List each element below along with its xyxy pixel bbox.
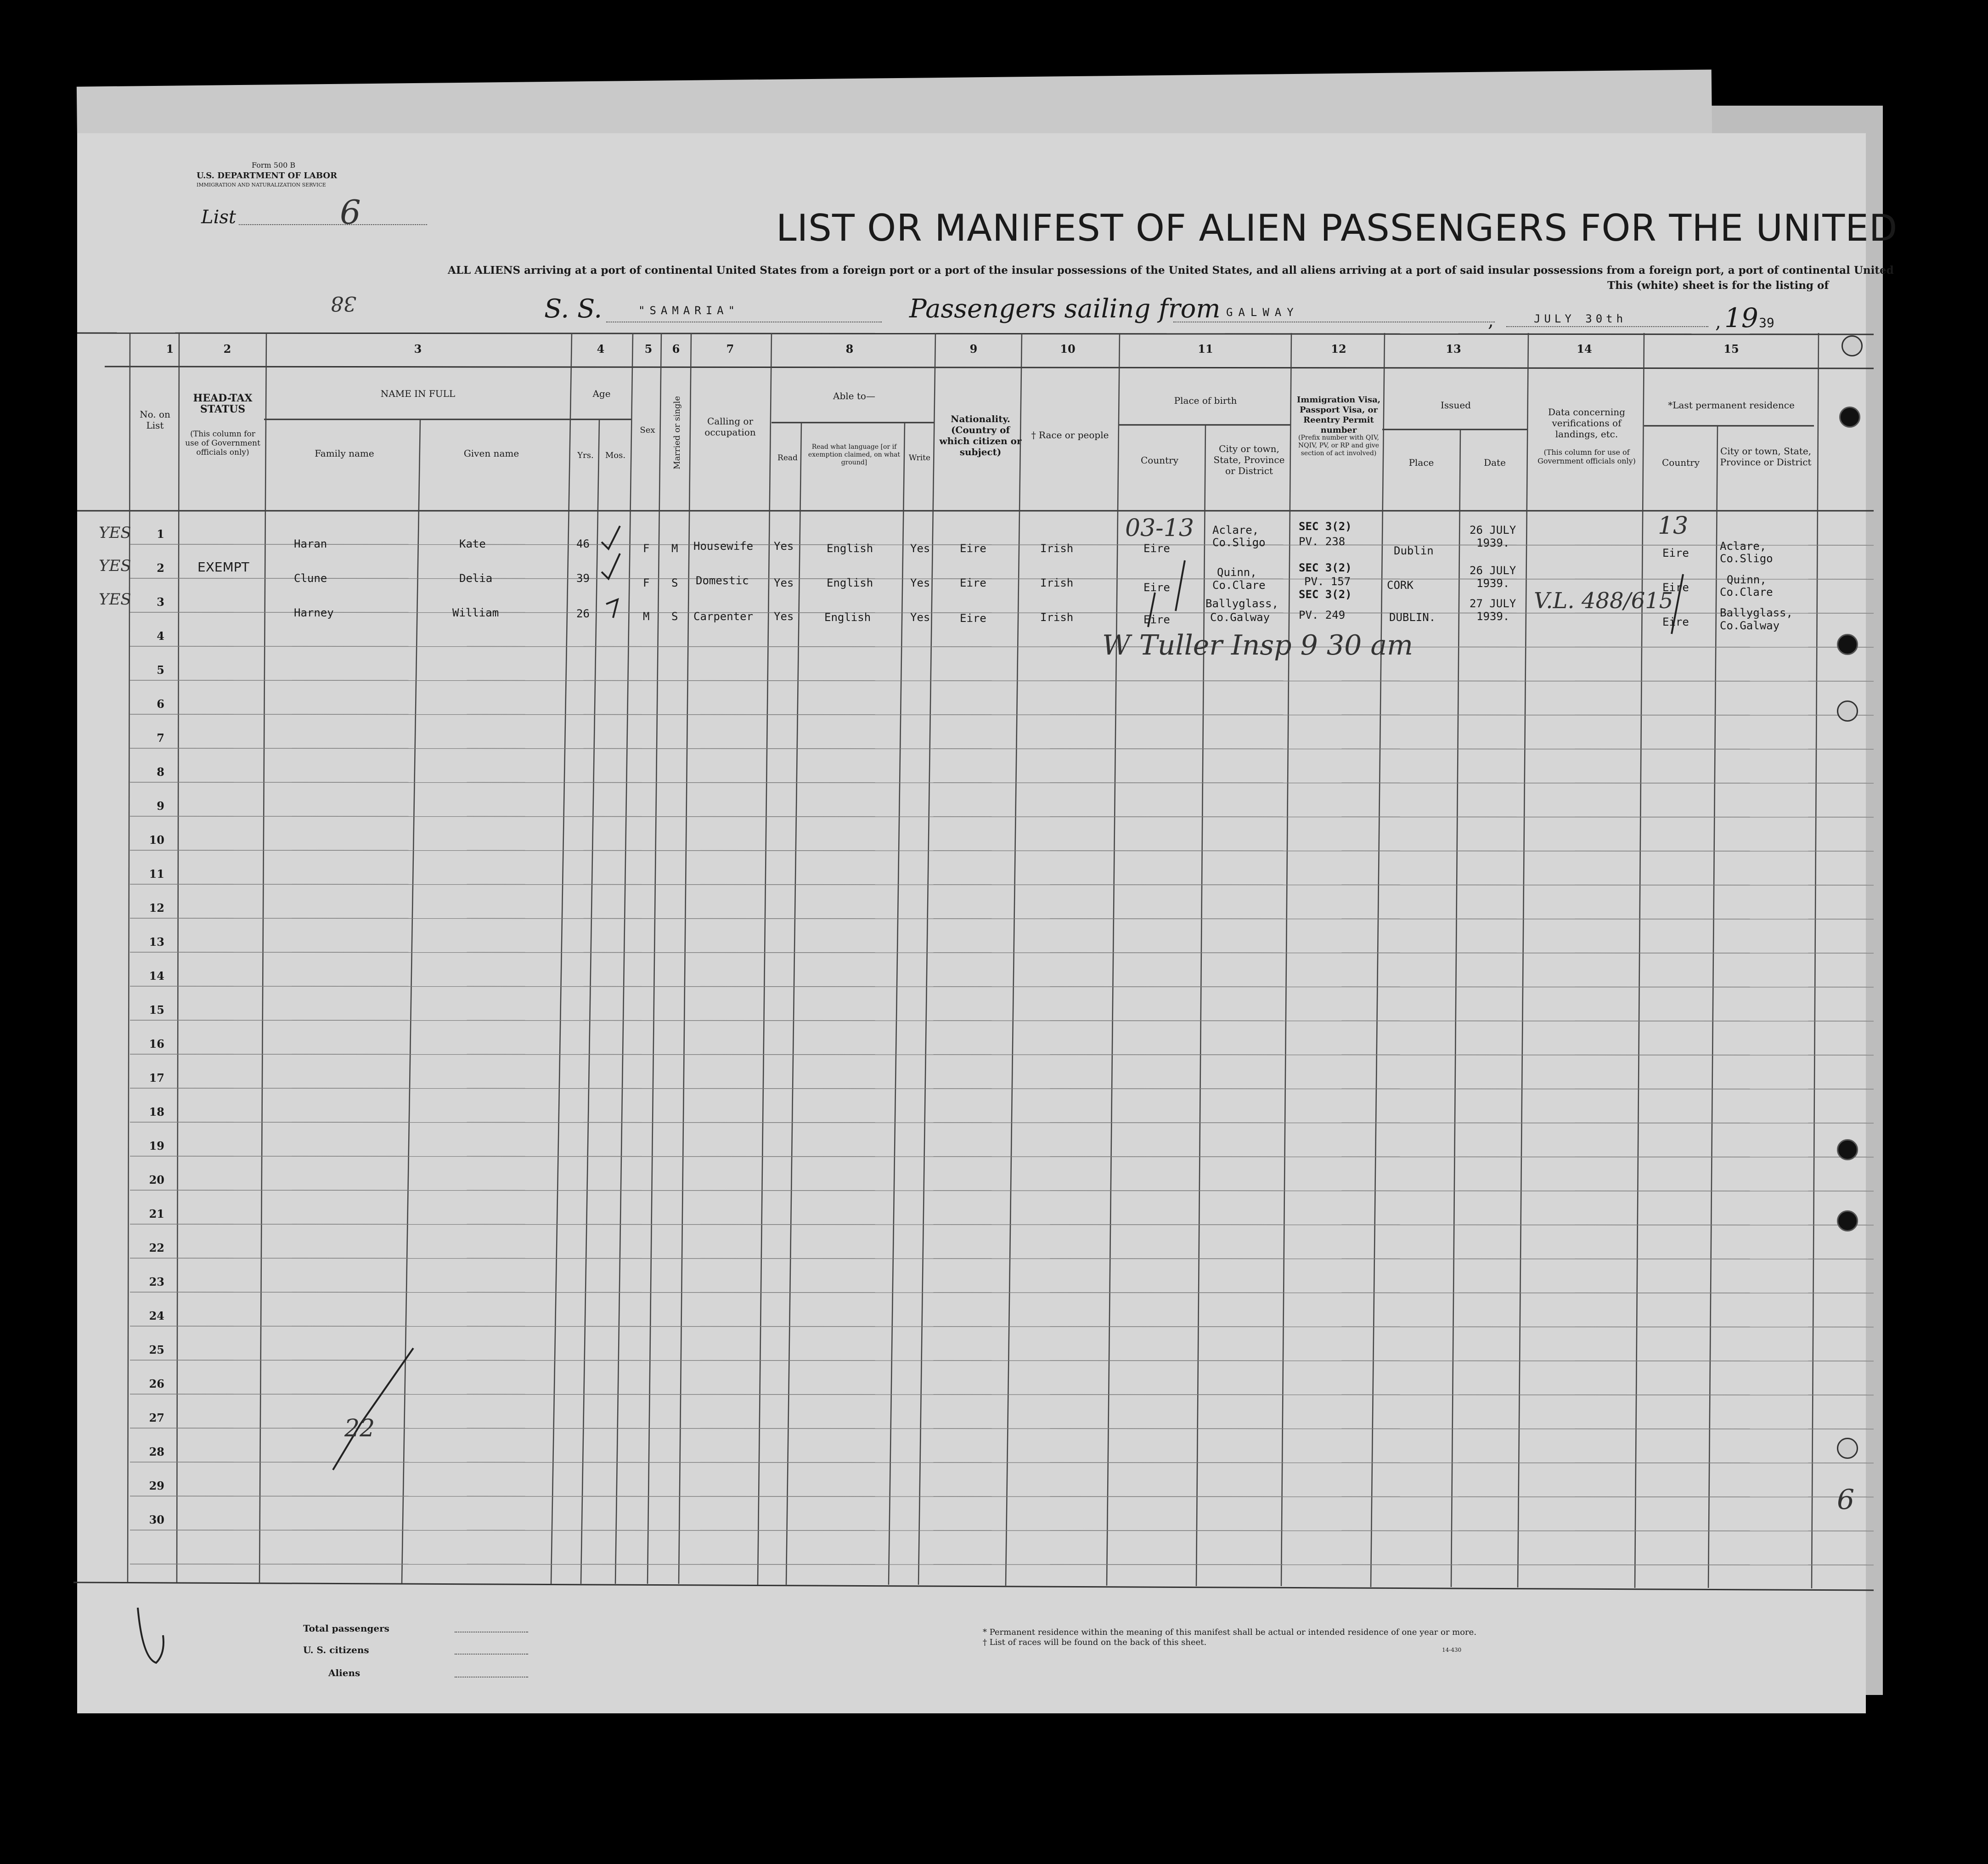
row-number: 30 xyxy=(149,1513,164,1526)
binder-hole xyxy=(1837,1210,1858,1231)
year-suffix: 39 xyxy=(1759,315,1774,330)
header-mos: Mos. xyxy=(605,451,626,460)
header-sex: Sex xyxy=(640,425,655,435)
row-number: 23 xyxy=(149,1275,164,1288)
header-place-of-birth: Place of birth xyxy=(1174,395,1237,406)
handwritten-yes: YES xyxy=(99,590,131,609)
total-passengers-label: Total passengers xyxy=(303,1623,389,1634)
header-data-note: (This column for use of Government officials only) xyxy=(1537,448,1636,465)
header-res-city: City or town, State, Province or District xyxy=(1720,446,1812,468)
residence-city-cell: Co.Galway xyxy=(1720,619,1780,632)
visa-cell: PV. 249 xyxy=(1299,609,1346,621)
column-number: 11 xyxy=(1198,342,1213,356)
issued-place-cell: DUBLIN. xyxy=(1389,611,1436,624)
column-number: 12 xyxy=(1331,342,1346,356)
family-name-cell: Clune xyxy=(294,572,327,585)
birth-city-cell: Co.Clare xyxy=(1212,579,1266,592)
header-head-tax: HEAD-TAX STATUS xyxy=(193,392,253,415)
binder-hole xyxy=(1837,1139,1858,1160)
family-name-cell: Harney xyxy=(294,606,334,619)
age-cell: 26 xyxy=(576,607,590,620)
issued-date-cell: 26 JULY xyxy=(1470,524,1516,537)
row-number: 22 xyxy=(149,1241,164,1254)
header-family-name: Family name xyxy=(315,448,374,459)
visa-cell: PV. 238 xyxy=(1299,535,1346,548)
header-no-on-list: No. on List xyxy=(140,409,170,431)
visa-cell: SEC 3(2) xyxy=(1299,588,1352,601)
footnote-races: † List of races will be found on the back of this sheet. xyxy=(983,1638,1207,1647)
header-read: Read xyxy=(777,453,798,463)
page-title: LIST OR MANIFEST OF ALIEN PASSENGERS FOR THE UNITED xyxy=(776,207,1898,249)
nationality-cell: Eire xyxy=(960,612,986,625)
marital-cell: S xyxy=(671,576,678,589)
birth-country-cell: Eire xyxy=(1143,613,1170,626)
header-place: Place xyxy=(1408,457,1434,468)
header-country: Country xyxy=(1140,455,1178,466)
page-mark-annotation: 22 xyxy=(344,1415,375,1442)
comma: , xyxy=(1715,311,1721,333)
birth-city-cell: Ballyglass, xyxy=(1205,597,1278,610)
header-name-in-full: NAME IN FULL xyxy=(380,388,456,399)
header-race: † Race or people xyxy=(1031,429,1109,441)
issued-date-cell: 1939. xyxy=(1476,610,1510,623)
row-number: 7 xyxy=(157,731,164,745)
residence-city-cell: Quinn, xyxy=(1727,573,1767,586)
header-read-language: Read what language [or if exemption claimed, on what ground] xyxy=(808,443,901,466)
column-number: 1 xyxy=(166,342,174,356)
column-number: 14 xyxy=(1577,342,1592,356)
binder-hole xyxy=(1842,335,1863,356)
row-number: 27 xyxy=(149,1411,164,1424)
column-number: 5 xyxy=(644,342,653,356)
sailing-date: JULY 30th xyxy=(1534,312,1627,325)
write-cell: Yes xyxy=(910,542,930,555)
residence-city-cell: Ballyglass, xyxy=(1720,606,1793,619)
header-res-country: Country xyxy=(1661,457,1700,468)
binder-hole xyxy=(1837,1438,1858,1459)
issued-date-cell: 26 JULY xyxy=(1470,564,1516,577)
sailing-label: Passengers sailing from xyxy=(909,294,1221,324)
given-name-cell: Delia xyxy=(459,572,493,585)
occupation-cell: Domestic xyxy=(696,574,749,587)
nationality-cell: Eire xyxy=(960,542,986,555)
age-cell: 39 xyxy=(576,572,590,585)
header-write: Write xyxy=(908,453,931,463)
birth-country-cell: Eire xyxy=(1143,581,1170,594)
birth-city-cell: Quinn, xyxy=(1217,566,1257,579)
header-last-residence: *Last permanent residence xyxy=(1668,400,1795,411)
header-issued: Issued xyxy=(1441,400,1471,411)
given-name-cell: Kate xyxy=(459,537,486,550)
sex-cell: F xyxy=(643,542,650,555)
row-number: 14 xyxy=(149,969,164,983)
row-number: 8 xyxy=(157,765,164,779)
head-tax-status: EXEMPT xyxy=(197,559,249,575)
binder-hole xyxy=(1837,634,1858,655)
row-number: 29 xyxy=(149,1479,164,1492)
binder-hole xyxy=(1839,407,1860,428)
binder-hole xyxy=(1837,700,1858,722)
marital-cell: S xyxy=(671,610,678,623)
header-able-to: Able to— xyxy=(833,390,875,401)
row-number: 18 xyxy=(149,1105,164,1118)
inspector-annotation: W Tuller Insp 9 30 am xyxy=(1102,629,1413,661)
subtitle-2: This (white) sheet is for the listing of xyxy=(1607,279,1829,292)
birth-city-cell: Co.Sligo xyxy=(1212,536,1266,549)
row-number: 19 xyxy=(149,1139,164,1152)
column-number: 8 xyxy=(845,342,854,356)
handwritten-yes: YES xyxy=(99,524,131,542)
ss-label: S. S. xyxy=(544,294,603,324)
given-name-cell: William xyxy=(452,606,499,619)
subtitle: ALL ALIENS arriving at a port of continental United States from a foreign port or a port of the insular possessions of the United States, and all aliens arriving at a port of said insular possessions from a foreign port, a port of continental United xyxy=(448,264,1894,277)
column-number: 3 xyxy=(414,342,422,356)
us-citizens-label: U. S. citizens xyxy=(303,1644,369,1655)
column-number: 6 xyxy=(672,342,680,356)
form-code: 14-430 xyxy=(1442,1647,1462,1653)
row-number: 3 xyxy=(157,595,164,609)
occupation-cell: Housewife xyxy=(693,540,754,553)
language-cell: English xyxy=(827,542,873,555)
row-number: 16 xyxy=(149,1037,164,1051)
read-cell: Yes xyxy=(774,576,794,589)
birth-city-cell: Aclare, xyxy=(1212,524,1259,537)
issued-place-cell: Dublin xyxy=(1394,544,1434,557)
race-cell: Irish xyxy=(1040,542,1074,555)
row-number: 17 xyxy=(149,1071,164,1085)
read-cell: Yes xyxy=(774,540,794,553)
comma: , xyxy=(1488,310,1494,331)
column-number: 13 xyxy=(1446,342,1461,356)
row-number: 11 xyxy=(149,867,164,881)
header-calling: Calling or occupation xyxy=(704,416,756,438)
issued-date-cell: 1939. xyxy=(1476,577,1510,590)
row-number: 15 xyxy=(149,1003,164,1017)
write-cell: Yes xyxy=(910,576,930,589)
row-number: 6 xyxy=(157,697,164,711)
residence-code-annotation: 13 xyxy=(1658,512,1689,540)
language-cell: English xyxy=(827,576,873,589)
header-nationality: Nationality. (Country of which citizen or subject) xyxy=(939,413,1022,458)
row-number: 25 xyxy=(149,1343,164,1356)
verification-annotation: V.L. 488/615 xyxy=(1534,588,1673,614)
header-yrs: Yrs. xyxy=(577,451,594,460)
column-number: 9 xyxy=(969,342,978,356)
marital-cell: M xyxy=(671,542,678,555)
header-age: Age xyxy=(592,388,611,399)
issued-place-cell: CORK xyxy=(1387,579,1414,592)
list-label: List xyxy=(201,207,236,228)
family-name-cell: Haran xyxy=(294,537,327,550)
row-number: 28 xyxy=(149,1445,164,1458)
visa-cell: PV. 157 xyxy=(1304,575,1351,588)
service: IMMIGRATION AND NATURALIZATION SERVICE xyxy=(197,182,326,188)
year-prefix: 19 xyxy=(1724,302,1758,333)
sailing-port: GALWAY xyxy=(1226,306,1299,319)
bottom-mark-annotation: 6 xyxy=(1837,1484,1855,1516)
read-cell: Yes xyxy=(774,610,794,623)
language-cell: English xyxy=(824,611,871,624)
header-visa-note: (Prefix number with QIV, NQIV, PV, or RP and give section of act involved) xyxy=(1298,434,1380,457)
aliens-label: Aliens xyxy=(328,1667,360,1678)
column-number: 2 xyxy=(223,342,231,356)
row-number: 10 xyxy=(149,833,164,847)
issued-date-cell: 27 JULY xyxy=(1470,597,1516,610)
residence-city-cell: Co.Sligo xyxy=(1720,552,1773,565)
row-number: 24 xyxy=(149,1309,164,1322)
ship-name: "SAMARIA" xyxy=(638,304,740,317)
header-head-tax-note: (This column for use of Government officials only) xyxy=(185,429,260,457)
issued-date-cell: 1939. xyxy=(1476,537,1510,549)
header-married: Married or single xyxy=(672,396,682,469)
column-number: 15 xyxy=(1723,342,1739,356)
column-number: 7 xyxy=(726,342,734,356)
age-cell: 46 xyxy=(576,537,590,550)
write-cell: Yes xyxy=(910,611,930,624)
nationality-cell: Eire xyxy=(960,576,986,589)
row-number: 4 xyxy=(157,629,164,643)
residence-country-cell: Eire xyxy=(1662,581,1689,594)
column-number: 10 xyxy=(1060,342,1076,356)
row-number: 13 xyxy=(149,935,164,949)
row-number: 20 xyxy=(149,1173,164,1186)
row-number: 26 xyxy=(149,1377,164,1390)
footnote-residence: * Permanent residence within the meaning of this manifest shall be actual or intended residence of one year or more. xyxy=(983,1627,1477,1637)
row-number: 9 xyxy=(157,799,164,813)
aliens-underline xyxy=(455,1677,528,1678)
residence-city-cell: Aclare, xyxy=(1720,540,1767,553)
birth-country-cell: Eire xyxy=(1143,542,1170,555)
handwritten-yes: YES xyxy=(99,557,131,575)
header-city: City or town, State, Province or District xyxy=(1213,443,1285,476)
row-number: 21 xyxy=(149,1207,164,1220)
header-data-concerning: Data concerning verifications of landings, etc. xyxy=(1548,407,1625,440)
birth-city-cell: Co.Galway xyxy=(1210,611,1270,624)
visa-cell: SEC 3(2) xyxy=(1299,520,1352,533)
header-date: Date xyxy=(1484,457,1506,468)
header-given-name: Given name xyxy=(463,448,519,459)
row-number: 2 xyxy=(157,561,164,575)
residence-country-cell: Eire xyxy=(1662,547,1689,559)
form-number: Form 500 B xyxy=(252,161,296,169)
list-number: 6 xyxy=(340,193,361,232)
department: U.S. DEPARTMENT OF LABOR xyxy=(197,171,338,181)
race-cell: Irish xyxy=(1040,611,1074,624)
sex-cell: M xyxy=(643,610,650,623)
occupation-cell: Carpenter xyxy=(693,610,754,623)
column-number: 4 xyxy=(597,342,605,356)
row-number: 1 xyxy=(157,527,164,541)
sex-cell: F xyxy=(643,576,650,589)
row-number: 5 xyxy=(157,663,164,677)
visa-cell: SEC 3(2) xyxy=(1299,561,1352,574)
residence-city-cell: Co.Clare xyxy=(1720,586,1773,599)
citizens-underline xyxy=(455,1654,528,1655)
race-cell: Irish xyxy=(1040,576,1074,589)
header-visa: Immigration Visa, Passport Visa, or Reentry Permit number xyxy=(1296,395,1381,435)
row-number: 12 xyxy=(149,901,164,915)
birth-code-annotation: 03-13 xyxy=(1125,514,1194,542)
margin-mark: 38 xyxy=(331,292,356,315)
residence-country-cell: Eire xyxy=(1662,616,1689,628)
